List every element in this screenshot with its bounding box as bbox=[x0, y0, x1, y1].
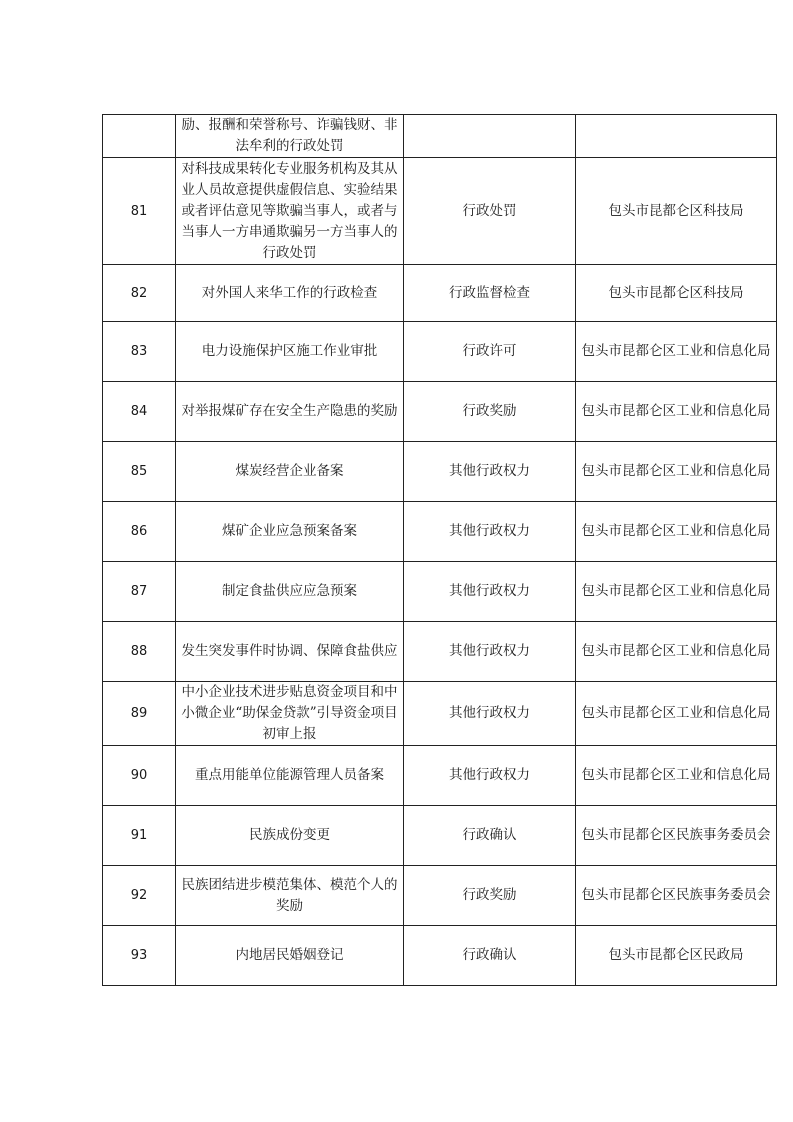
table-row bbox=[103, 866, 777, 926]
power-item: 对外国人来华工作的行政检查 bbox=[176, 265, 404, 322]
row-number: 90 bbox=[103, 746, 176, 806]
department: 包头市昆都仑区工业和信息化局 bbox=[576, 382, 777, 442]
table-row bbox=[103, 115, 777, 158]
power-item: 内地居民婚姻登记 bbox=[176, 926, 404, 986]
row-number: 81 bbox=[103, 158, 176, 265]
table-row bbox=[103, 158, 777, 265]
table-row bbox=[103, 746, 777, 806]
table-row bbox=[103, 806, 777, 866]
power-item: 民族团结进步模范集体、模范个人的奖励 bbox=[176, 866, 404, 926]
power-item: 对科技成果转化专业服务机构及其从业人员故意提供虚假信息、实验结果或者评估意见等欺骗当事人，或者与当事人一方串通欺骗另一方当事人的行政处罚 bbox=[176, 158, 404, 265]
table-row bbox=[103, 622, 777, 682]
department: 包头市昆都仑区工业和信息化局 bbox=[576, 322, 777, 382]
row-number: 86 bbox=[103, 502, 176, 562]
power-type: 其他行政权力 bbox=[404, 622, 576, 682]
power-item: 电力设施保护区施工作业审批 bbox=[176, 322, 404, 382]
department: 包头市昆都仑区工业和信息化局 bbox=[576, 442, 777, 502]
department: 包头市昆都仑区工业和信息化局 bbox=[576, 562, 777, 622]
power-item: 民族成份变更 bbox=[176, 806, 404, 866]
power-item: 中小企业技术进步贴息资金项目和中小微企业“助保金贷款”引导资金项目初审上报 bbox=[176, 682, 404, 746]
power-type: 行政监督检查 bbox=[404, 265, 576, 322]
department: 包头市昆都仑区民族事务委员会 bbox=[576, 806, 777, 866]
table-row bbox=[103, 265, 777, 322]
power-item: 煤矿企业应急预案备案 bbox=[176, 502, 404, 562]
row-number: 84 bbox=[103, 382, 176, 442]
power-type: 其他行政权力 bbox=[404, 746, 576, 806]
row-number: 93 bbox=[103, 926, 176, 986]
row-number: 91 bbox=[103, 806, 176, 866]
department: 包头市昆都仑区民族事务委员会 bbox=[576, 866, 777, 926]
power-type: 其他行政权力 bbox=[404, 562, 576, 622]
department: 包头市昆都仑区工业和信息化局 bbox=[576, 682, 777, 746]
power-type: 行政确认 bbox=[404, 926, 576, 986]
department: 包头市昆都仑区民政局 bbox=[576, 926, 777, 986]
department: 包头市昆都仑区科技局 bbox=[576, 158, 777, 265]
power-item: 煤炭经营企业备案 bbox=[176, 442, 404, 502]
power-item: 制定食盐供应应急预案 bbox=[176, 562, 404, 622]
row-number: 88 bbox=[103, 622, 176, 682]
power-type bbox=[404, 115, 576, 158]
power-type: 行政处罚 bbox=[404, 158, 576, 265]
department: 包头市昆都仑区工业和信息化局 bbox=[576, 622, 777, 682]
power-item: 对举报煤矿存在安全生产隐患的奖励 bbox=[176, 382, 404, 442]
row-number: 82 bbox=[103, 265, 176, 322]
power-type: 其他行政权力 bbox=[404, 442, 576, 502]
power-type: 行政奖励 bbox=[404, 866, 576, 926]
power-item: 发生突发事件时协调、保障食盐供应 bbox=[176, 622, 404, 682]
row-number: 85 bbox=[103, 442, 176, 502]
table-row bbox=[103, 502, 777, 562]
power-type: 行政确认 bbox=[404, 806, 576, 866]
administrative-power-table bbox=[102, 114, 777, 986]
table-row bbox=[103, 442, 777, 502]
row-number: 92 bbox=[103, 866, 176, 926]
department bbox=[576, 115, 777, 158]
row-number: 89 bbox=[103, 682, 176, 746]
table-row bbox=[103, 926, 777, 986]
power-type: 行政奖励 bbox=[404, 382, 576, 442]
table-row bbox=[103, 322, 777, 382]
table-row bbox=[103, 562, 777, 622]
row-number: 83 bbox=[103, 322, 176, 382]
department: 包头市昆都仑区工业和信息化局 bbox=[576, 746, 777, 806]
power-item: 重点用能单位能源管理人员备案 bbox=[176, 746, 404, 806]
department: 包头市昆都仑区工业和信息化局 bbox=[576, 502, 777, 562]
power-item: 励、报酬和荣誉称号、诈骗钱财、非法牟利的行政处罚 bbox=[176, 115, 404, 158]
row-number: 87 bbox=[103, 562, 176, 622]
power-type: 其他行政权力 bbox=[404, 502, 576, 562]
table-row bbox=[103, 682, 777, 746]
table-row bbox=[103, 382, 777, 442]
power-type: 其他行政权力 bbox=[404, 682, 576, 746]
department: 包头市昆都仑区科技局 bbox=[576, 265, 777, 322]
power-type: 行政许可 bbox=[404, 322, 576, 382]
row-number bbox=[103, 115, 176, 158]
